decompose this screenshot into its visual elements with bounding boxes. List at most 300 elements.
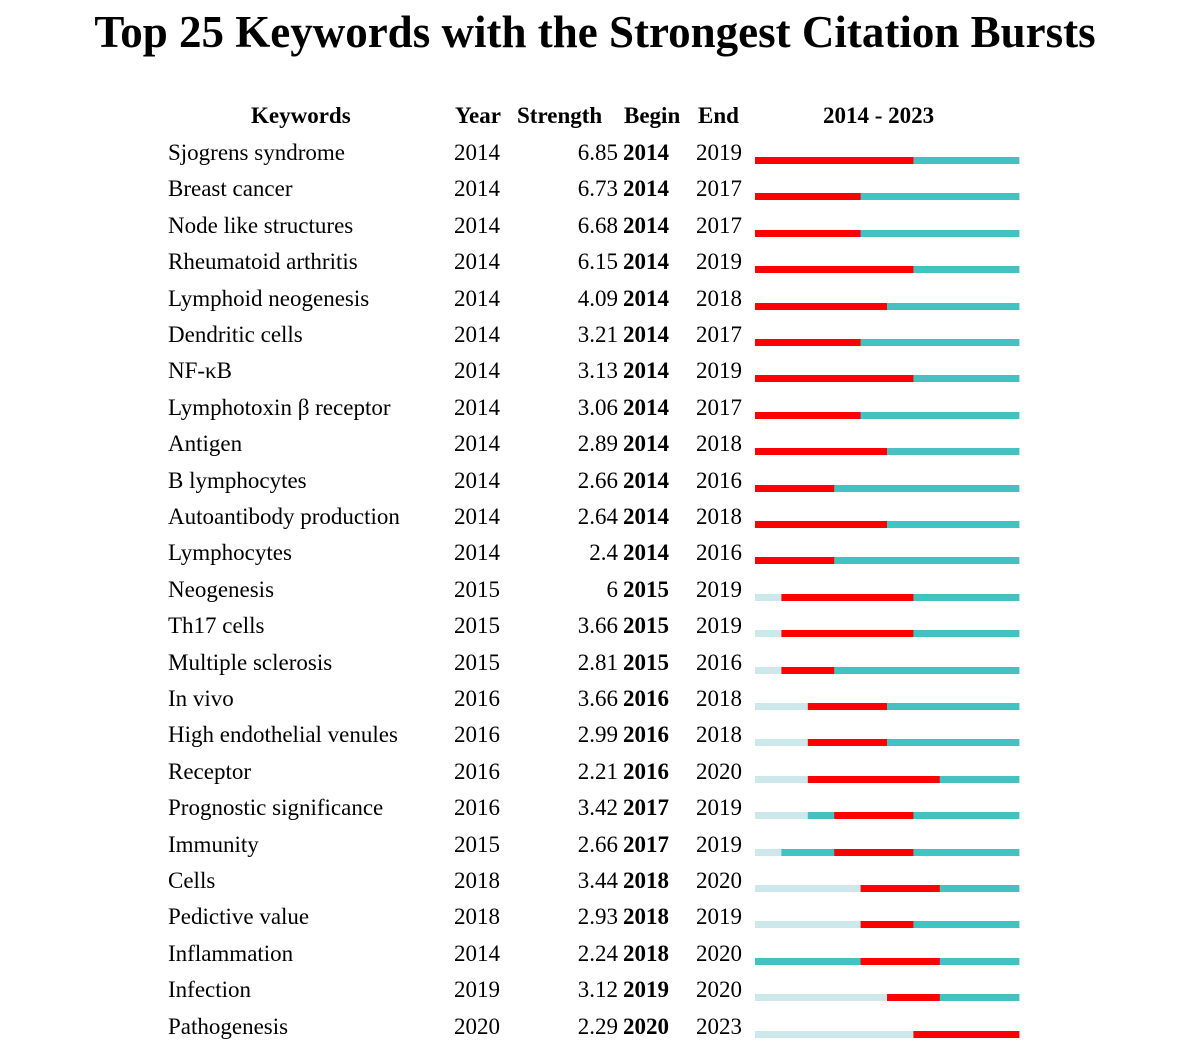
strength-value: 3.06 [577, 394, 618, 420]
burst-timeline [0, 790, 1190, 826]
active-segment [940, 812, 967, 819]
keyword-label: Sjogrens syndrome [168, 140, 345, 165]
active-segment [887, 193, 914, 200]
active-segment [966, 739, 993, 746]
keyword-label: Infection [168, 977, 252, 1003]
begin-value: 2018 [623, 940, 669, 966]
keyword-label: Pedictive value [168, 904, 310, 930]
active-segment [940, 776, 967, 783]
end-value: 2019 [696, 249, 742, 275]
inactive-segment [781, 703, 808, 710]
burst-segment [861, 594, 888, 601]
active-segment [966, 594, 993, 601]
burst-timeline [0, 645, 1190, 681]
end-value: 2020 [696, 758, 742, 784]
table-row [0, 499, 1190, 535]
table-row [0, 790, 1190, 826]
burst-segment [887, 921, 914, 928]
active-segment [940, 630, 967, 637]
active-segment [940, 266, 967, 273]
active-segment [993, 667, 1020, 674]
burst-segment [755, 375, 782, 382]
burst-segment [834, 448, 861, 455]
table-row [0, 135, 1190, 171]
active-segment [993, 339, 1020, 346]
burst-segment [808, 485, 835, 492]
burst-timeline [0, 463, 1190, 499]
end-value: 2020 [696, 977, 742, 1003]
active-segment [966, 630, 993, 637]
active-segment [834, 485, 861, 492]
burst-segment [861, 303, 888, 310]
burst-segment [834, 849, 861, 856]
active-segment [966, 885, 993, 892]
strength-value: 3.66 [577, 686, 618, 711]
burst-segment [808, 230, 835, 237]
burst-segment [861, 921, 888, 928]
active-segment [993, 485, 1020, 492]
strength-value: 3.12 [577, 977, 618, 1003]
burst-segment [808, 303, 835, 310]
end-value: 2017 [696, 212, 742, 238]
active-segment [966, 521, 993, 528]
burst-timeline [0, 936, 1190, 972]
year-value: 2014 [454, 212, 500, 238]
begin-value: 2017 [623, 795, 669, 821]
begin-value: 2014 [623, 431, 669, 457]
active-segment [966, 266, 993, 273]
active-segment [913, 339, 940, 346]
active-segment [993, 448, 1020, 455]
year-value: 2015 [454, 613, 500, 639]
strength-value: 2.89 [577, 431, 618, 457]
year-value: 2014 [454, 431, 500, 457]
active-segment [940, 157, 967, 164]
active-segment [834, 557, 861, 564]
burst-segment [781, 266, 808, 273]
burst-segment [913, 994, 940, 1001]
burst-segment [808, 776, 835, 783]
inactive-segment [861, 994, 888, 1001]
inactive-segment [781, 994, 808, 1001]
active-segment [966, 667, 993, 674]
burst-segment [887, 812, 914, 819]
keyword-label: Neogenesis [168, 576, 275, 602]
burst-segment [861, 885, 888, 892]
burst-segment [755, 266, 782, 273]
strength-value: 6.85 [577, 140, 618, 165]
active-segment [913, 630, 940, 637]
active-segment [861, 230, 888, 237]
burst-segment [808, 521, 835, 528]
year-value: 2014 [454, 176, 500, 202]
end-value: 2019 [696, 831, 742, 857]
active-segment [808, 812, 835, 819]
burst-segment [755, 339, 782, 346]
keyword-label: Inflammation [168, 940, 294, 966]
active-segment [887, 485, 914, 492]
inactive-segment [781, 776, 808, 783]
burst-timeline [0, 426, 1190, 462]
chart-title: Top 25 Keywords with the Strongest Citation Bursts [94, 7, 1096, 57]
strength-value: 4.09 [577, 285, 618, 311]
active-segment [887, 739, 914, 746]
burst-segment [993, 1031, 1020, 1038]
burst-segment [834, 630, 861, 637]
inactive-segment [808, 994, 835, 1001]
burst-timeline [0, 972, 1190, 1008]
begin-value: 2017 [623, 831, 669, 857]
active-segment [993, 230, 1020, 237]
inactive-segment [808, 921, 835, 928]
active-segment [966, 485, 993, 492]
header-strength: Strength [517, 103, 603, 128]
begin-value: 2014 [623, 394, 669, 420]
end-value: 2018 [696, 686, 742, 711]
burst-segment [913, 1031, 940, 1038]
active-segment [913, 303, 940, 310]
year-value: 2014 [454, 140, 500, 165]
burst-segment [781, 630, 808, 637]
active-segment [993, 776, 1020, 783]
keyword-label: High endothelial venules [168, 722, 398, 748]
active-segment [940, 485, 967, 492]
header-timeline: 2014 - 2023 [823, 103, 935, 128]
burst-segment [861, 776, 888, 783]
burst-segment [861, 739, 888, 746]
burst-segment [861, 448, 888, 455]
active-segment [993, 266, 1020, 273]
burst-segment [887, 375, 914, 382]
table-row [0, 535, 1190, 571]
table-row [0, 754, 1190, 790]
inactive-segment [834, 885, 861, 892]
active-segment [966, 412, 993, 419]
end-value: 2016 [696, 467, 742, 493]
active-segment [887, 557, 914, 564]
burst-segment [808, 448, 835, 455]
burst-segment [781, 339, 808, 346]
table-row [0, 899, 1190, 935]
active-segment [913, 266, 940, 273]
active-segment [993, 994, 1020, 1001]
strength-value: 3.44 [577, 868, 618, 893]
active-segment [993, 521, 1020, 528]
active-segment [940, 921, 967, 928]
burst-segment [861, 521, 888, 528]
keyword-label: Receptor [168, 758, 252, 784]
begin-value: 2016 [623, 722, 669, 748]
year-value: 2020 [454, 1013, 500, 1039]
keyword-label: Multiple sclerosis [168, 649, 333, 675]
active-segment [966, 921, 993, 928]
active-segment [913, 921, 940, 928]
end-value: 2019 [696, 904, 742, 930]
burst-segment [834, 776, 861, 783]
burst-segment [781, 485, 808, 492]
table-row [0, 645, 1190, 681]
keyword-label: Prognostic significance [168, 795, 384, 821]
end-value: 2018 [696, 722, 742, 748]
active-segment [993, 594, 1020, 601]
end-value: 2019 [696, 795, 742, 821]
header-year: Year [455, 103, 501, 128]
burst-segment [913, 776, 940, 783]
table-row [0, 717, 1190, 753]
year-value: 2018 [454, 904, 500, 930]
active-segment [993, 921, 1020, 928]
burst-segment [755, 303, 782, 310]
burst-segment [808, 157, 835, 164]
burst-segment [781, 193, 808, 200]
keyword-label: Immunity [168, 831, 259, 857]
active-segment [913, 703, 940, 710]
end-value: 2020 [696, 940, 742, 966]
active-segment [966, 448, 993, 455]
header-end: End [698, 103, 739, 128]
burst-timeline [0, 1009, 1190, 1045]
active-segment [913, 812, 940, 819]
active-segment [940, 739, 967, 746]
end-value: 2023 [696, 1013, 742, 1039]
table-row [0, 572, 1190, 608]
table-row [0, 1009, 1190, 1045]
burst-segment [887, 266, 914, 273]
strength-value: 2.99 [577, 722, 618, 748]
active-segment [966, 375, 993, 382]
keyword-label: Rheumatoid arthritis [168, 249, 358, 275]
active-segment [993, 885, 1020, 892]
burst-segment [808, 667, 835, 674]
keyword-label: Th17 cells [168, 613, 265, 639]
active-segment [966, 994, 993, 1001]
active-segment [913, 594, 940, 601]
active-segment [781, 849, 808, 856]
burst-timeline [0, 353, 1190, 389]
active-segment [993, 958, 1020, 965]
active-segment [940, 375, 967, 382]
active-segment [940, 594, 967, 601]
burst-segment [834, 703, 861, 710]
burst-segment [808, 266, 835, 273]
strength-value: 3.21 [577, 322, 618, 347]
table-row [0, 171, 1190, 207]
table-row [0, 244, 1190, 280]
active-segment [966, 849, 993, 856]
active-segment [913, 375, 940, 382]
burst-segment [781, 521, 808, 528]
active-segment [861, 667, 888, 674]
burst-timeline [0, 863, 1190, 899]
active-segment [993, 812, 1020, 819]
active-segment [808, 849, 835, 856]
burst-timeline [0, 535, 1190, 571]
inactive-segment [781, 739, 808, 746]
burst-segment [808, 375, 835, 382]
year-value: 2016 [454, 686, 500, 711]
year-value: 2014 [454, 504, 500, 529]
burst-segment [834, 375, 861, 382]
keyword-label: Cells [168, 868, 216, 893]
begin-value: 2014 [623, 504, 669, 529]
burst-segment [781, 157, 808, 164]
year-value: 2014 [454, 394, 500, 420]
strength-value: 2.81 [577, 649, 618, 675]
burst-segment [808, 630, 835, 637]
active-segment [913, 193, 940, 200]
burst-segment [887, 630, 914, 637]
active-segment [993, 193, 1020, 200]
inactive-segment [808, 1031, 835, 1038]
burst-segment [755, 193, 782, 200]
year-value: 2014 [454, 540, 500, 566]
year-value: 2018 [454, 868, 500, 893]
strength-value: 2.21 [577, 758, 618, 784]
burst-segment [861, 812, 888, 819]
burst-segment [808, 703, 835, 710]
active-segment [887, 230, 914, 237]
strength-value: 2.66 [577, 467, 618, 493]
active-segment [913, 412, 940, 419]
keyword-label: B lymphocytes [168, 467, 307, 493]
burst-segment [755, 557, 782, 564]
active-segment [781, 958, 808, 965]
active-segment [993, 849, 1020, 856]
begin-value: 2016 [623, 686, 669, 711]
active-segment [966, 339, 993, 346]
table-row [0, 208, 1190, 244]
year-value: 2014 [454, 940, 500, 966]
active-segment [966, 230, 993, 237]
end-value: 2019 [696, 358, 742, 384]
active-segment [940, 448, 967, 455]
inactive-segment [834, 994, 861, 1001]
begin-value: 2020 [623, 1013, 669, 1039]
end-value: 2018 [696, 504, 742, 529]
inactive-segment [887, 1031, 914, 1038]
active-segment [913, 230, 940, 237]
burst-segment [755, 412, 782, 419]
active-segment [834, 667, 861, 674]
burst-segment [887, 994, 914, 1001]
keyword-label: Autoantibody production [168, 504, 400, 529]
table-row [0, 863, 1190, 899]
begin-value: 2014 [623, 140, 669, 165]
burst-segment [834, 739, 861, 746]
active-segment [993, 157, 1020, 164]
active-segment [913, 667, 940, 674]
burst-segment [781, 557, 808, 564]
year-value: 2015 [454, 831, 500, 857]
begin-value: 2014 [623, 322, 669, 347]
burst-segment [940, 1031, 967, 1038]
active-segment [887, 339, 914, 346]
end-value: 2016 [696, 540, 742, 566]
burst-segment [966, 1031, 993, 1038]
keyword-label: Node like structures [168, 212, 354, 238]
begin-value: 2014 [623, 467, 669, 493]
end-value: 2018 [696, 285, 742, 311]
active-segment [993, 630, 1020, 637]
table-row [0, 827, 1190, 863]
active-segment [966, 958, 993, 965]
active-segment [940, 994, 967, 1001]
active-segment [966, 557, 993, 564]
year-value: 2016 [454, 722, 500, 748]
keyword-label: Antigen [168, 431, 243, 457]
inactive-segment [755, 921, 782, 928]
strength-value: 2.64 [577, 504, 618, 529]
strength-value: 3.13 [577, 358, 618, 384]
active-segment [861, 193, 888, 200]
active-segment [966, 776, 993, 783]
burst-segment [781, 412, 808, 419]
end-value: 2017 [696, 176, 742, 202]
burst-segment [887, 885, 914, 892]
active-segment [966, 193, 993, 200]
burst-segment [913, 958, 940, 965]
active-segment [966, 812, 993, 819]
active-segment [940, 958, 967, 965]
keyword-label: Lymphotoxin β receptor [168, 394, 391, 420]
active-segment [940, 849, 967, 856]
active-segment [940, 303, 967, 310]
burst-segment [834, 303, 861, 310]
burst-segment [834, 230, 861, 237]
burst-timeline [0, 171, 1190, 207]
active-segment [940, 557, 967, 564]
active-segment [940, 703, 967, 710]
active-segment [940, 412, 967, 419]
strength-value: 2.29 [577, 1013, 618, 1039]
year-value: 2016 [454, 758, 500, 784]
active-segment [861, 412, 888, 419]
active-segment [940, 521, 967, 528]
inactive-segment [755, 703, 782, 710]
active-segment [887, 412, 914, 419]
keyword-label: Lymphoid neogenesis [168, 285, 370, 311]
year-value: 2014 [454, 285, 500, 311]
header-keywords: Keywords [251, 103, 351, 128]
active-segment [887, 703, 914, 710]
active-segment [913, 157, 940, 164]
keyword-label: NF-κB [168, 358, 232, 384]
burst-timeline [0, 317, 1190, 353]
inactive-segment [755, 630, 782, 637]
burst-segment [755, 485, 782, 492]
keyword-label: Lymphocytes [168, 540, 292, 566]
burst-segment [781, 594, 808, 601]
strength-value: 3.66 [577, 613, 618, 639]
inactive-segment [755, 1031, 782, 1038]
burst-segment [861, 630, 888, 637]
active-segment [913, 521, 940, 528]
begin-value: 2016 [623, 758, 669, 784]
active-segment [913, 739, 940, 746]
burst-segment [887, 594, 914, 601]
burst-segment [887, 776, 914, 783]
end-value: 2019 [696, 140, 742, 165]
burst-segment [808, 339, 835, 346]
active-segment [993, 412, 1020, 419]
inactive-segment [834, 921, 861, 928]
inactive-segment [834, 1031, 861, 1038]
keyword-label: Dendritic cells [168, 322, 303, 347]
burst-timeline [0, 244, 1190, 280]
inactive-segment [861, 1031, 888, 1038]
burst-segment [781, 448, 808, 455]
active-segment [887, 667, 914, 674]
